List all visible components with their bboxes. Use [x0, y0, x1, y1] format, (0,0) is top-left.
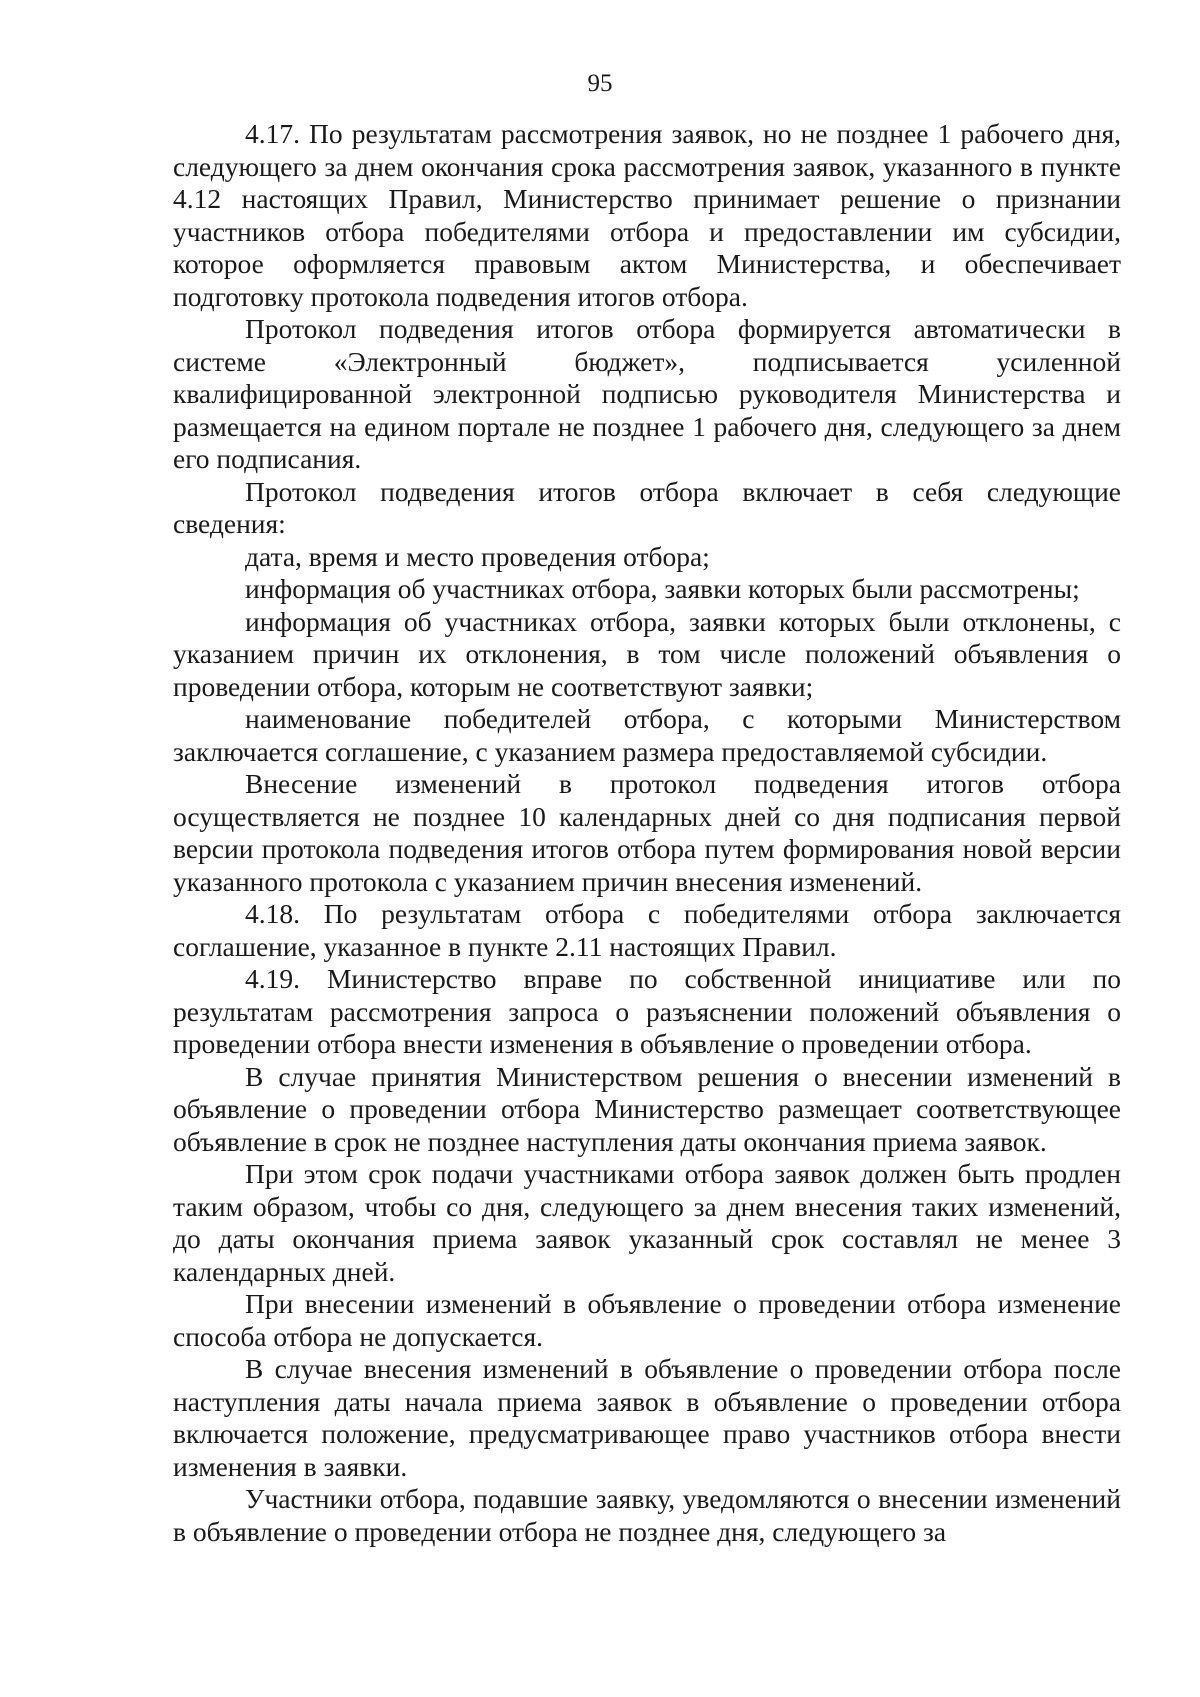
paragraph-4-19: 4.19. Министерство вправе по собственной инициативе или по результатам рассмотрения запроса о разъяснении положений объявления о проведении отбора внести изменения в объявление о проведении отбора. [173, 963, 1121, 1059]
paragraph-after-start-changes: В случае внесения изменений в объявление о проведении отбора после наступления даты начала приема заявок в объявление о проведении отбора включается положение, предусматривающее право участников отбора внести изменения в заявки. [173, 1353, 1121, 1482]
document-body [173, 118, 1121, 1548]
list-item-winners: наименование победителей отбора, с которыми Министерством заключается соглашение, с указанием размера предоставляемой субсидии. [173, 703, 1121, 767]
paragraph-participant-notification: Участники отбора, подавшие заявку, уведомляются о внесении изменений в объявление о проведении отбора не позднее дня, следующего за [173, 1483, 1121, 1547]
paragraph-protocol-contents: Протокол подведения итогов отбора включает в себя следующие сведения: [173, 475, 1121, 539]
paragraph-selection-method: При внесении изменений в объявление о проведении отбора изменение способа отбора не допускается. [173, 1288, 1121, 1352]
list-item-rejected-participants: информация об участниках отбора, заявки которых были отклонены, с указанием причин их отклонения, в том числе положений объявления о проведении отбора, которым не соответствуют заявки; [173, 605, 1121, 702]
list-item-date-time-place: дата, время и место проведения отбора; [245, 540, 710, 572]
paragraph-4-18: 4.18. По результатам отбора с победителями отбора заключается соглашение, указанное в пункте 2.11 настоящих Правил. [173, 898, 1121, 962]
paragraph-announcement-changes: В случае принятия Министерством решения о внесении изменений в объявление о проведении отбора Министерство размещает соответствующее объявление в срок не позднее наступления даты окончания приема заявок. [173, 1060, 1121, 1157]
paragraph-4-17: 4.17. По результатам рассмотрения заявок, но не позднее 1 рабочего дня, следующего за днем окончания срока рассмотрения заявок, указанного в пункте 4.12 настоящих Правил, Министерство принимает решение о признании участников отбора победителями отбора и предоставлении им субсидии, которое оформляется правовым актом Министерства, и обеспечивает подготовку протокола подведения итогов отбора. [173, 118, 1121, 312]
paragraph-protocol-changes: Внесение изменений в протокол подведения итогов отбора осуществляется не позднее 10 календарных дней со дня подписания первой версии протокола подведения итогов отбора путем формирования новой версии указанного протокола с указанием причин внесения изменений. [173, 768, 1121, 897]
list-item-reviewed-participants: информация об участниках отбора, заявки которых были рассмотрены; [245, 573, 1080, 604]
paragraph-deadline-extension: При этом срок подачи участниками отбора заявок должен быть продлен таким образом, чтобы со дня, следующего за днем внесения таких изменений, до даты окончания приема заявок указанный срок составлял не менее 3 календарных дней. [173, 1158, 1121, 1287]
page-number: 95 [587, 70, 613, 97]
paragraph-protocol-formation: Протокол подведения итогов отбора формируется автоматически в системе «Электронный бюджет», подписывается усиленной квалифицированной электронной подписью руководителя Министерства и размещается на едином портале не позднее 1 рабочего дня, следующего за днем его подписания. [173, 313, 1121, 474]
